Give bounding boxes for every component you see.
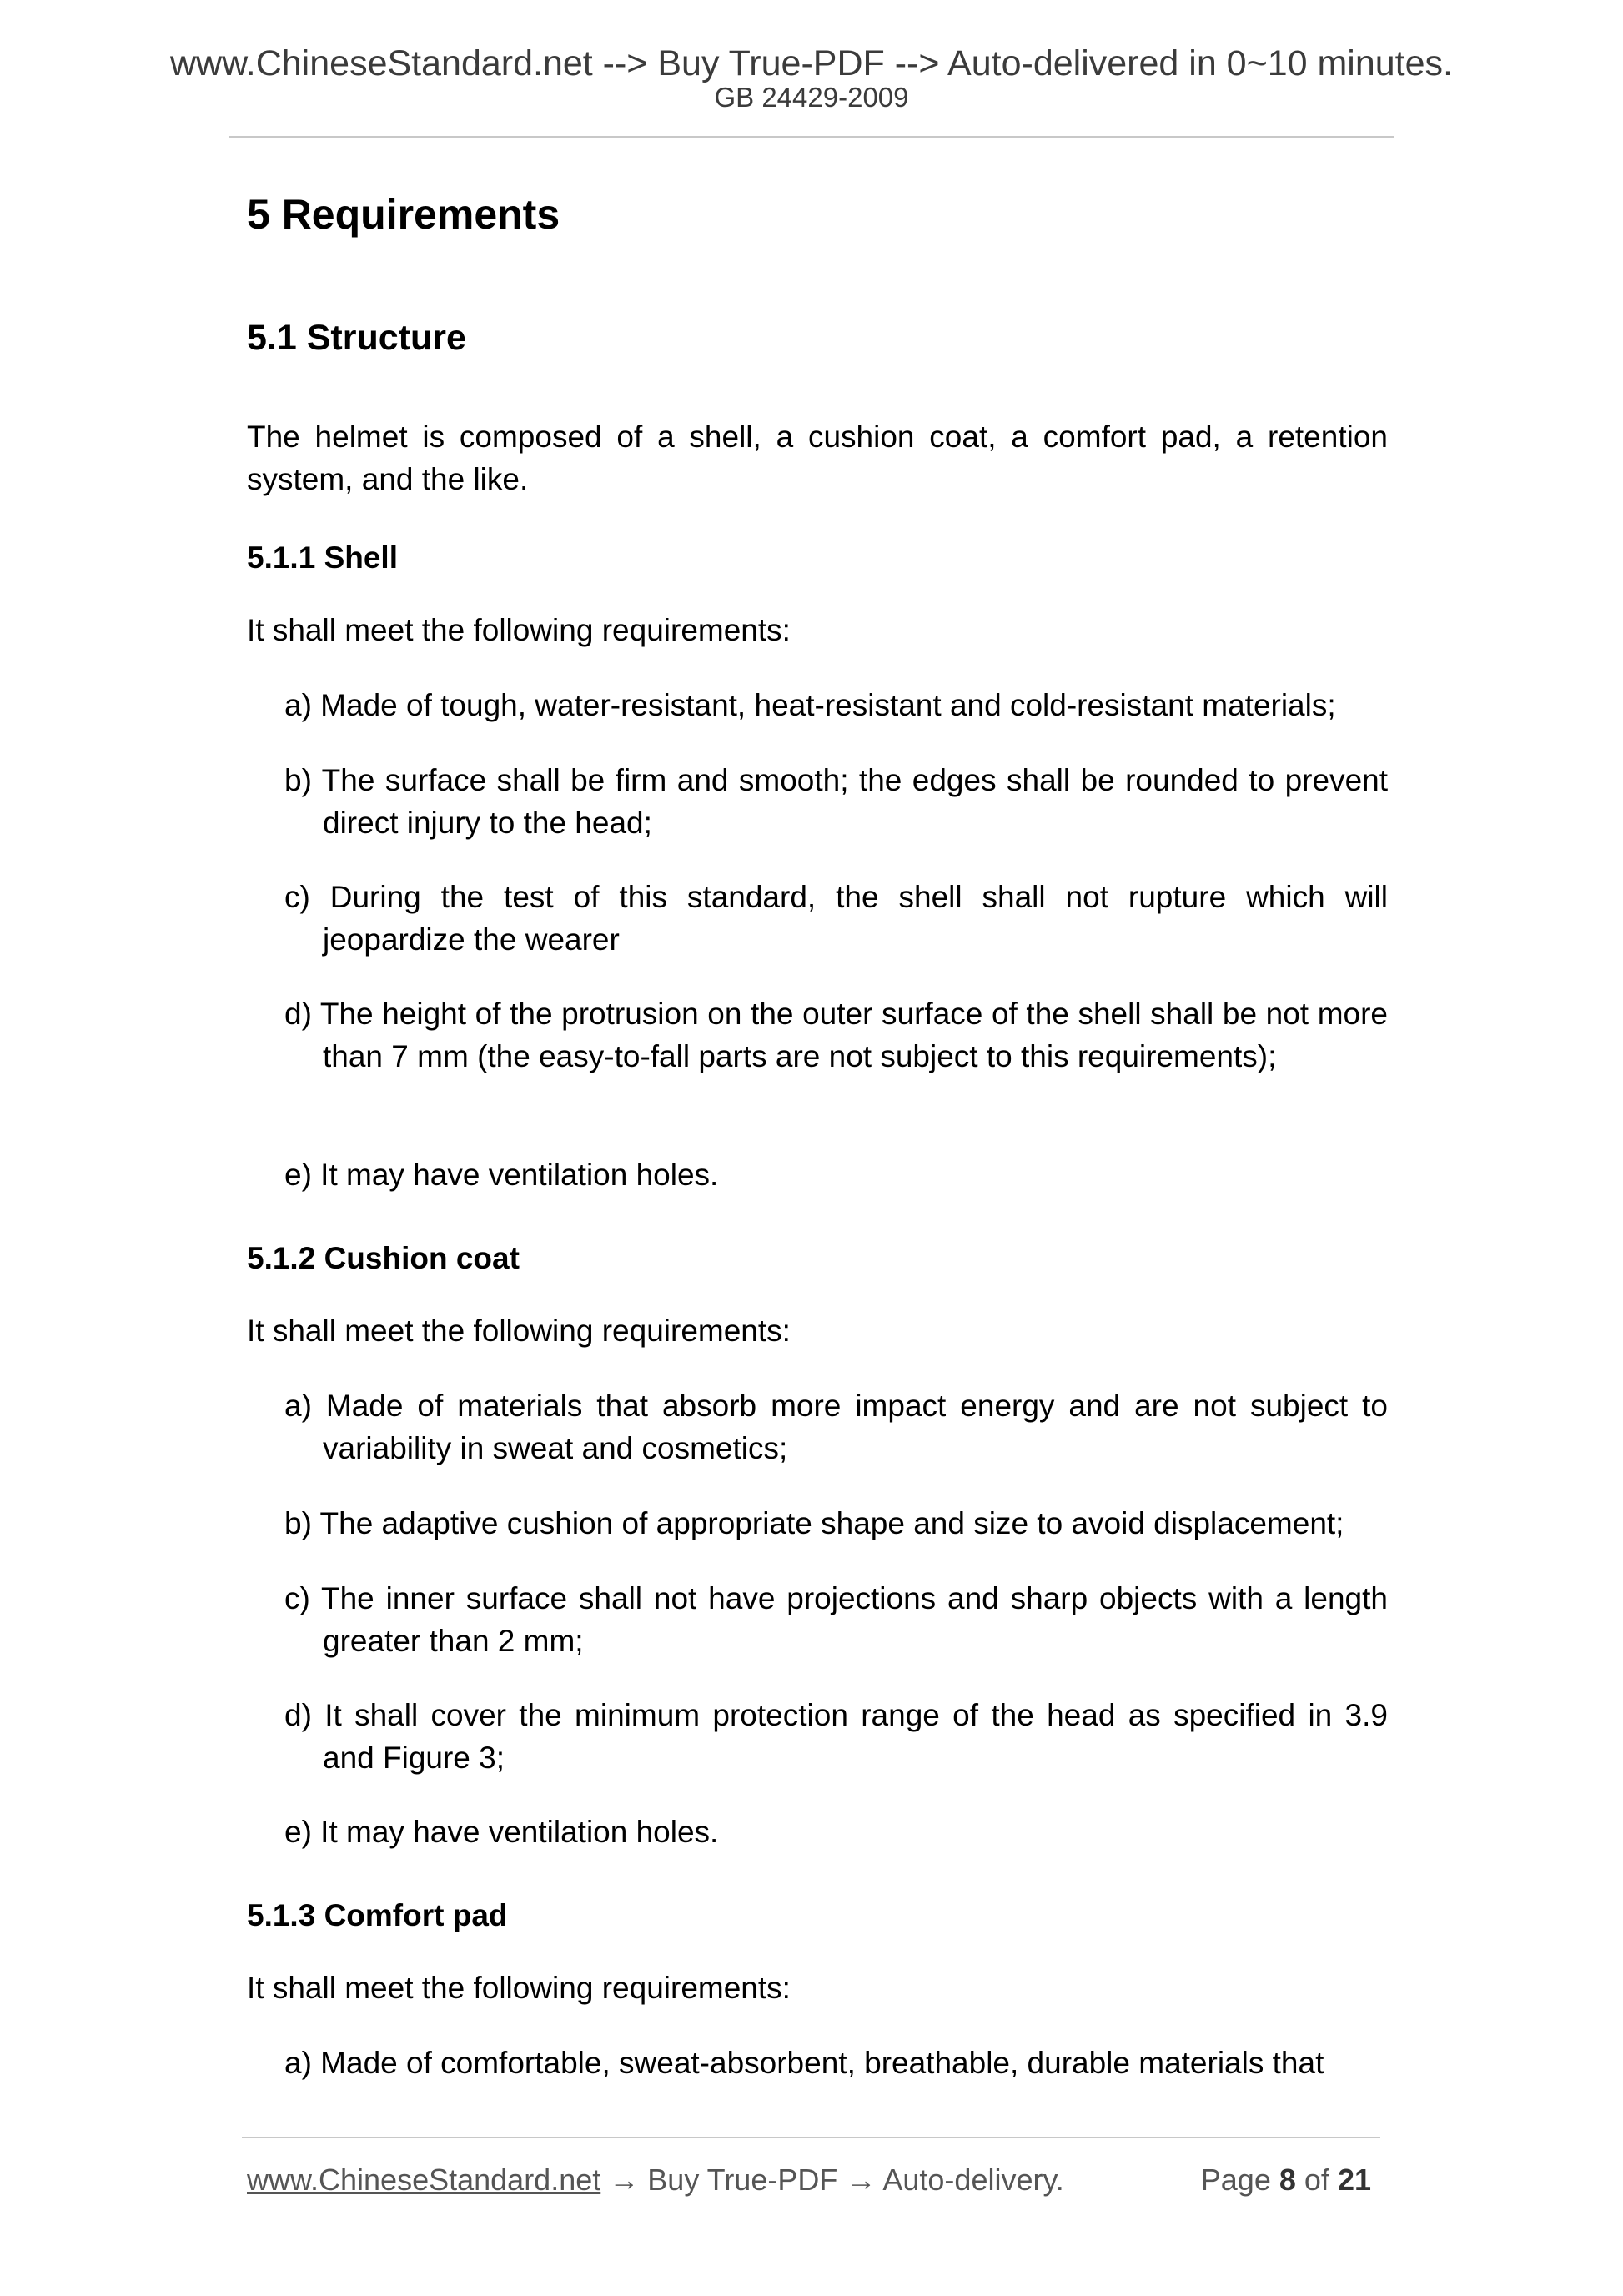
arrow-right-icon: → (846, 2163, 877, 2197)
header-banner: www.ChineseStandard.net --> Buy True-PDF --> Auto-delivered in 0~10 minutes. (169, 43, 1453, 83)
cushion-item-c: c) The inner surface shall not have projections and sharp objects with a length greater than 2 mm; (284, 1581, 1388, 1658)
page-number: 8 (1279, 2163, 1296, 2197)
footer-buy-text: Buy True-PDF (647, 2163, 838, 2197)
cushion-item-e: e) It may have ventilation holes. (284, 1815, 719, 1849)
comfort-heading: 5.1.3 Comfort pad (247, 1898, 508, 1932)
page-indicator (1201, 2165, 1371, 2195)
cushion-heading: 5.1.2 Cushion coat (247, 1241, 520, 1275)
footer (247, 2165, 1381, 2195)
cushion-item-b: b) The adaptive cushion of appropriate shape and size to avoid displacement; (284, 1506, 1344, 1540)
cushion-lead: It shall meet the following requirements: (247, 1314, 791, 1348)
standard-id: GB 24429-2009 (714, 82, 909, 113)
arrow-right-icon: → (609, 2163, 640, 2197)
intro-paragraph: The helmet is composed of a shell, a cushion coat, a comfort pad, a retention system, and the like. (247, 420, 1388, 496)
section-title: 5 Requirements (247, 191, 560, 238)
shell-lead: It shall meet the following requirements: (247, 613, 791, 647)
footer-divider (242, 2137, 1380, 2138)
comfort-lead: It shall meet the following requirements: (247, 1971, 791, 2005)
shell-item-b: b) The surface shall be firm and smooth; the edges shall be rounded to prevent direct injury to the head; (284, 763, 1388, 840)
header-divider (229, 136, 1394, 138)
shell-item-e: e) It may have ventilation holes. (284, 1158, 719, 1192)
comfort-item-a: a) Made of comfortable, sweat-absorbent, breathable, durable materials that (284, 2046, 1324, 2080)
cushion-item-a: a) Made of materials that absorb more impact energy and are not subject to variability in sweat and cosmetics; (284, 1389, 1388, 1465)
page-total: 21 (1337, 2163, 1371, 2197)
footer-site-link[interactable]: www.ChineseStandard.net (247, 2163, 601, 2197)
shell-heading: 5.1.1 Shell (247, 540, 398, 575)
cushion-item-d: d) It shall cover the minimum protection range of the head as specified in 3.9 and Figure 3; (284, 1698, 1388, 1775)
shell-item-c: c) During the test of this standard, the shell shall not rupture which will jeopardize the wearer (284, 880, 1388, 957)
of-label: of (1304, 2163, 1329, 2197)
footer-delivery-text: Auto-delivery. (882, 2163, 1064, 2197)
shell-item-a: a) Made of tough, water-resistant, heat-resistant and cold-resistant materials; (284, 688, 1336, 722)
subsection-title: 5.1 Structure (247, 318, 466, 358)
page-label: Page (1200, 2163, 1271, 2197)
shell-item-d: d) The height of the protrusion on the outer surface of the shell shall be not more than 7 mm (the easy-to-fall parts are not subject to this requirements); (284, 997, 1388, 1073)
